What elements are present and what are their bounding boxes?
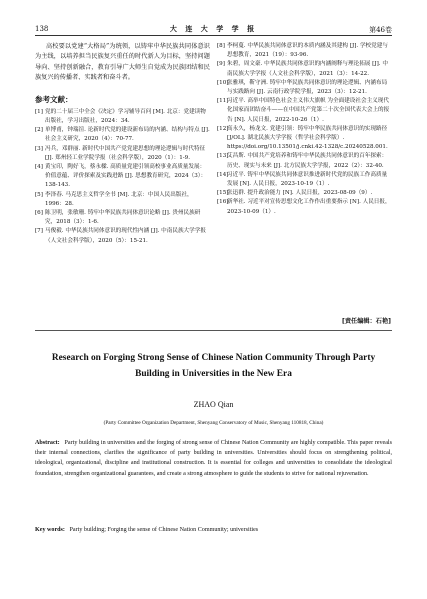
reference-item xyxy=(217,60,392,78)
body-paragraph: 高校要以党建“大格局”为统领，以铸牢中华民族共同体意识为主线，以培养担当民族复兴重任的时代新人为目标，坚持问题导向、坚持创新融合，教育引导广大师生自觉成为民族团结和民族复兴的传播者、实践者和奋斗者。 xyxy=(35,43,210,82)
reference-item xyxy=(35,209,210,227)
author-name: ZHAO Qian xyxy=(193,400,234,409)
reference-number: [8] xyxy=(217,43,225,49)
reference-item xyxy=(35,108,210,126)
reference-number: [7] xyxy=(35,228,43,235)
editor-credit: [责任编辑：石艳] xyxy=(342,318,391,325)
abstract-text: Party building in universities and the forging of strong sense of Chinese Nation Community are highly compatible. This paper reveals their internal connections, clarifies the significance of party building in universities. Universities should focus on strengthening political, ideological, organizational, discipline and institutional construction. It is essential for colleges and universities to consolidate the ideological foundation, strengthen organizational guarantees, and create a strong atmosphere to guide the students to strive for national rejuvenation. xyxy=(35,440,392,477)
page-number: 138 xyxy=(35,25,49,33)
english-keywords xyxy=(35,527,392,533)
reference-item xyxy=(217,189,392,198)
english-title: Research on Forging Strong Sense of Chinese Nation Community Through Party Building in Universities in the New Era xyxy=(51,353,376,379)
reference-text: 高永久，杨龙文. 党建引领：铸牢中华民族共同体意识的实现路径 [J/OL]. 湖北民族大学学报（哲学社会科学版）. https://doi.org/10.13501/j.cnki.42-1328/c.20240528.001. xyxy=(227,125,388,151)
reference-text: 艾昌斯. 中国共产党培养和铸牢中华民族共同体意识的百年探索：历史、现实与未来 [J]. 北方民族大学学报，2022（2）：32-40. xyxy=(227,153,388,169)
reference-number: [11] xyxy=(217,98,229,105)
english-abstract xyxy=(35,438,392,479)
running-header xyxy=(35,23,392,36)
reference-number: [1] xyxy=(35,108,43,115)
reference-number: [10] xyxy=(217,79,229,86)
reference-text: 马俊毅. 中华民族共同体意识的现代性内涵 [J]. 中南民族大学学报（人文社会科学版），2020（5）：15-21. xyxy=(45,228,206,244)
reference-number: [9] xyxy=(217,61,225,68)
reference-number: [12] xyxy=(217,125,229,132)
left-column xyxy=(35,42,210,246)
reference-item xyxy=(35,191,210,209)
reference-number: [6] xyxy=(35,210,43,217)
reference-text: 冯兵，邓群丽. 新时代中国共产党党建思想的理论逻辑与时代特征 [J]. 郑州轻工业学院学报（社会科学版），2020（1）：1-9. xyxy=(45,145,206,161)
reference-item xyxy=(35,163,210,191)
section-divider xyxy=(35,330,392,331)
reference-item xyxy=(217,125,392,153)
abstract-label: Abstract: xyxy=(35,440,60,446)
reference-number: [3] xyxy=(35,145,43,152)
reference-text: 朱碧，周文豪. 中华民族共同体意识的内涵阐释与理论拓展 [J]. 中南民族大学学报（人文社会科学版），2021（3）：14-22. xyxy=(227,61,388,77)
references-heading: 参考文献： xyxy=(35,94,73,104)
volume-label: 第46卷 xyxy=(369,26,392,34)
reference-number: [2] xyxy=(35,127,43,134)
reference-list-right xyxy=(217,42,392,217)
reference-text: 张迅群. 提升政治能力 [N]. 人民日报，2023-08-09（9）. xyxy=(227,190,373,197)
keywords-label: Key words: xyxy=(35,527,65,533)
reference-number: [4] xyxy=(35,164,43,171)
reference-text: 习近平. 铸牢中华民族共同体意识推进新时代党的民族工作高质量发展 [N]. 人民日报，2023-10-19（1）. xyxy=(227,171,388,188)
reference-item xyxy=(217,198,392,216)
reference-text: 单博甫，钟瑞渲. 论新时代党的建设新布局的内涵、结构与特点 [J]. 社会主义研究，2020（4）：70-77. xyxy=(45,127,210,143)
reference-item xyxy=(35,145,210,163)
reference-item xyxy=(217,42,392,60)
reference-item xyxy=(35,227,210,245)
reference-text: 习近平. 高举中国特色社会主义伟大旗帜 为全面建设社会主义现代化国家而团结奋斗——在中国共产党第二十次全国代表大会上的报告 [N]. 人民日报，2022-10-26（1）. xyxy=(227,98,390,123)
reference-item xyxy=(217,152,392,170)
reference-number: [14] xyxy=(217,171,229,178)
reference-number: [16] xyxy=(217,199,229,206)
reference-item xyxy=(217,79,392,97)
right-column xyxy=(217,42,392,217)
reference-number: [13] xyxy=(217,153,229,160)
reference-text: 李柯蔓. 中华民族共同体意识的本质内涵及其建构 [J]. 学校党建与思想教育，2021（19）：93-96. xyxy=(227,43,388,59)
reference-number: [15] xyxy=(217,190,229,197)
reference-item xyxy=(217,171,392,189)
reference-text: 黄宝印，陶好飞，蔡永樑. 高质量党建引领高校事业高质量发展：价值意蕴、评价探索及实践进路 [J]. 思想教育研究，2024（3）：138-143. xyxy=(45,164,207,189)
reference-text: 新华社. 习近平对宣传思想文化工作作出重要指示 [N]. 人民日报，2023-10-09（1）. xyxy=(227,199,391,215)
reference-list-left xyxy=(35,108,210,246)
journal-title: 大 连 大 学 学 报 xyxy=(169,24,258,33)
reference-text: 李泽春. 马克思主义哲学全书 [M]. 北京：中国人民出版社，1996：28. xyxy=(45,191,193,207)
reference-item xyxy=(217,97,392,125)
reference-text: 张雅琪，靳守洲. 铸牢中华民族共同体意识的理论逻辑、内涵布局与实践路向 [J]. 云南行政学院学报，2023（3）：12-21. xyxy=(227,79,388,96)
keywords-text: Party building; Forging the sense of Chinese Nation Community; universities xyxy=(69,527,259,533)
reference-item xyxy=(35,126,210,144)
reference-text: 陈卫明，张敏珊. 铸牢中华民族共同体意识论略 [J]. 贵州民族研究，2018（3）：1-6. xyxy=(45,210,201,226)
reference-number: [5] xyxy=(35,191,43,198)
reference-text: 党的二十届三中全会《决定》学习辅导百问 [M]. 北京：党建读物出版社，学习出版社，2024：34. xyxy=(45,108,206,125)
author-affiliation: (Party Committee Organization Department, Shenyang Conservatory of Music, Shenyang 110818, China) xyxy=(103,420,324,426)
